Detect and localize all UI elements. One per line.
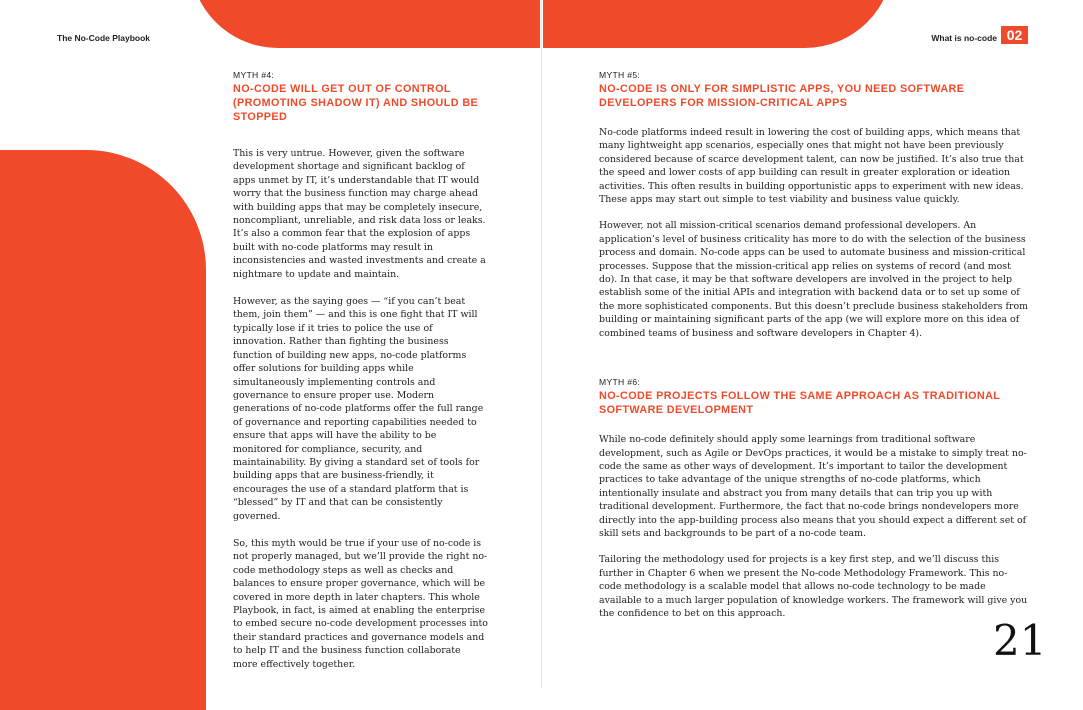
- myth-4-title: NO-CODE WILL GET OUT OF CONTROL (PROMOTING SHADOW IT) AND SHOULD BE STOPPED: [233, 83, 479, 123]
- top-left-decorative-shape: [190, 0, 540, 48]
- left-margin-decorative-shape: [0, 150, 206, 710]
- myth-6-paragraph-2: Tailoring the methodology used for projects is a key first step, and we’ll discuss this further in Chapter 6 when we present the No-code Methodology Framework. This no-code methodology is a scalable model that allows no-code technology to be made available to a much larger population of knowledge workers. The framework will give you the confidence to bet on this approach.: [599, 554, 1028, 619]
- myth-4-paragraph-1: This is very untrue. However, given the software development shortage and significant backlog of apps unmet by IT, it’s understandable that IT would worry that the business function may charge ahead with building apps that may be completely insecure, noncompliant, unreliable, and risk data loss or leaks. It’s also a common fear that the explosion of apps built with no-code platforms may result in inconsistencies and wasted investments and create a nightmare to update and maintain.: [233, 148, 486, 280]
- myth-6-title: NO-CODE PROJECTS FOLLOW THE SAME APPROACH AS TRADITIONAL SOFTWARE DEVELOPMENT: [599, 390, 1001, 417]
- myth-5-paragraph-2: However, not all mission-critical scenarios demand professional developers. An application’s level of business criticality has more to do with the selection of the business process and domain. No-code apps can be used to automate business and mission-critical processes. Suppose that the mission-critical app relies on systems of record (and most do). In that case, it may be that software developers are involved in the project to help establish some of the initial APIs and integration with backend data or to set up some of the more sophisticated components. But this doesn’t preclude business stakeholders from building or maintaining significant parts of the app (we will explore more on this idea of combined teams of business and software developers in Chapter 4).: [599, 220, 1028, 339]
- myth-4-paragraph-2: However, as the saying goes — “if you can’t beat them, join them” — and this is one fight that IT will typically lose if it tries to police the use of innovation. Rather than fighting the business function of building new apps, no-code platforms offer solutions for building apps while simultaneously implementing controls and governance to ensure proper use. Modern generations of no-code platforms offer the full range of governance and reporting capabilities needed to ensure that apps will have the ability to be monitored for compliance, security, and maintainability. By giving a standard set of tools for building apps that are business-friendly, it encourages the use of a standard platform that is “blessed” by IT and that can be consistently governed.: [233, 296, 484, 522]
- myth-5-title: NO-CODE IS ONLY FOR SIMPLISTIC APPS, YOU NEED SOFTWARE DEVELOPERS FOR MISSION-CRITICAL APPS: [599, 83, 965, 109]
- section-title: What is no-code: [931, 33, 997, 43]
- myth-6-paragraph-1: While no-code definitely should apply some learnings from traditional software development, such as Agile or DevOps practices, it would be a mistake to simply treat no-code the same as other ways of development. It’s important to tailor the development practices to take advantage of the unique strengths of no-code platforms, which intentionally insulate and abstract you from many details that can trip you up with traditional development. Furthermore, the fact that no-code brings nondevelopers more directly into the app-building process also means that you should expect a different set of skill sets and backgrounds to be part of a no-code team.: [599, 434, 1027, 539]
- section-spacer: [599, 353, 1029, 377]
- left-page-content: [233, 70, 488, 685]
- myth-4-label: MYTH #4:: [233, 70, 275, 80]
- page-number: 21: [993, 616, 1047, 665]
- myth-5-paragraph-1: No-code platforms indeed result in lowering the cost of building apps, which means that many lightweight app scenarios, especially ones that might not have been previously considered because of scarce development talent, can now be justified. It’s also true that the speed and lower costs of app building can result in greater exploration or ideation activities. This often results in building opportunistic apps to experiment with new ideas. These apps may start out simple to test viability and business value quickly.: [599, 127, 1024, 206]
- page-gutter: [541, 0, 542, 688]
- right-page-content: [599, 70, 1029, 633]
- chapter-number-badge: 02: [1001, 26, 1028, 44]
- myth-6-label: MYTH #6:: [599, 377, 641, 388]
- top-right-decorative-shape: [543, 0, 893, 48]
- myth-4-paragraph-3: So, this myth would be true if your use of no-code is not properly managed, but we’ll provide the right no-code methodology steps as well as checks and balances to ensure proper governance, which will be covered in more depth in later chapters. This whole Playbook, in fact, is aimed at enabling the enterprise to embed secure no-code development processes into their standard practices and governance models and to help IT and the business function collaborate more effectively together.: [233, 537, 488, 670]
- myth-5-label: MYTH #5:: [599, 70, 641, 80]
- book-title: The No-Code Playbook: [57, 33, 151, 43]
